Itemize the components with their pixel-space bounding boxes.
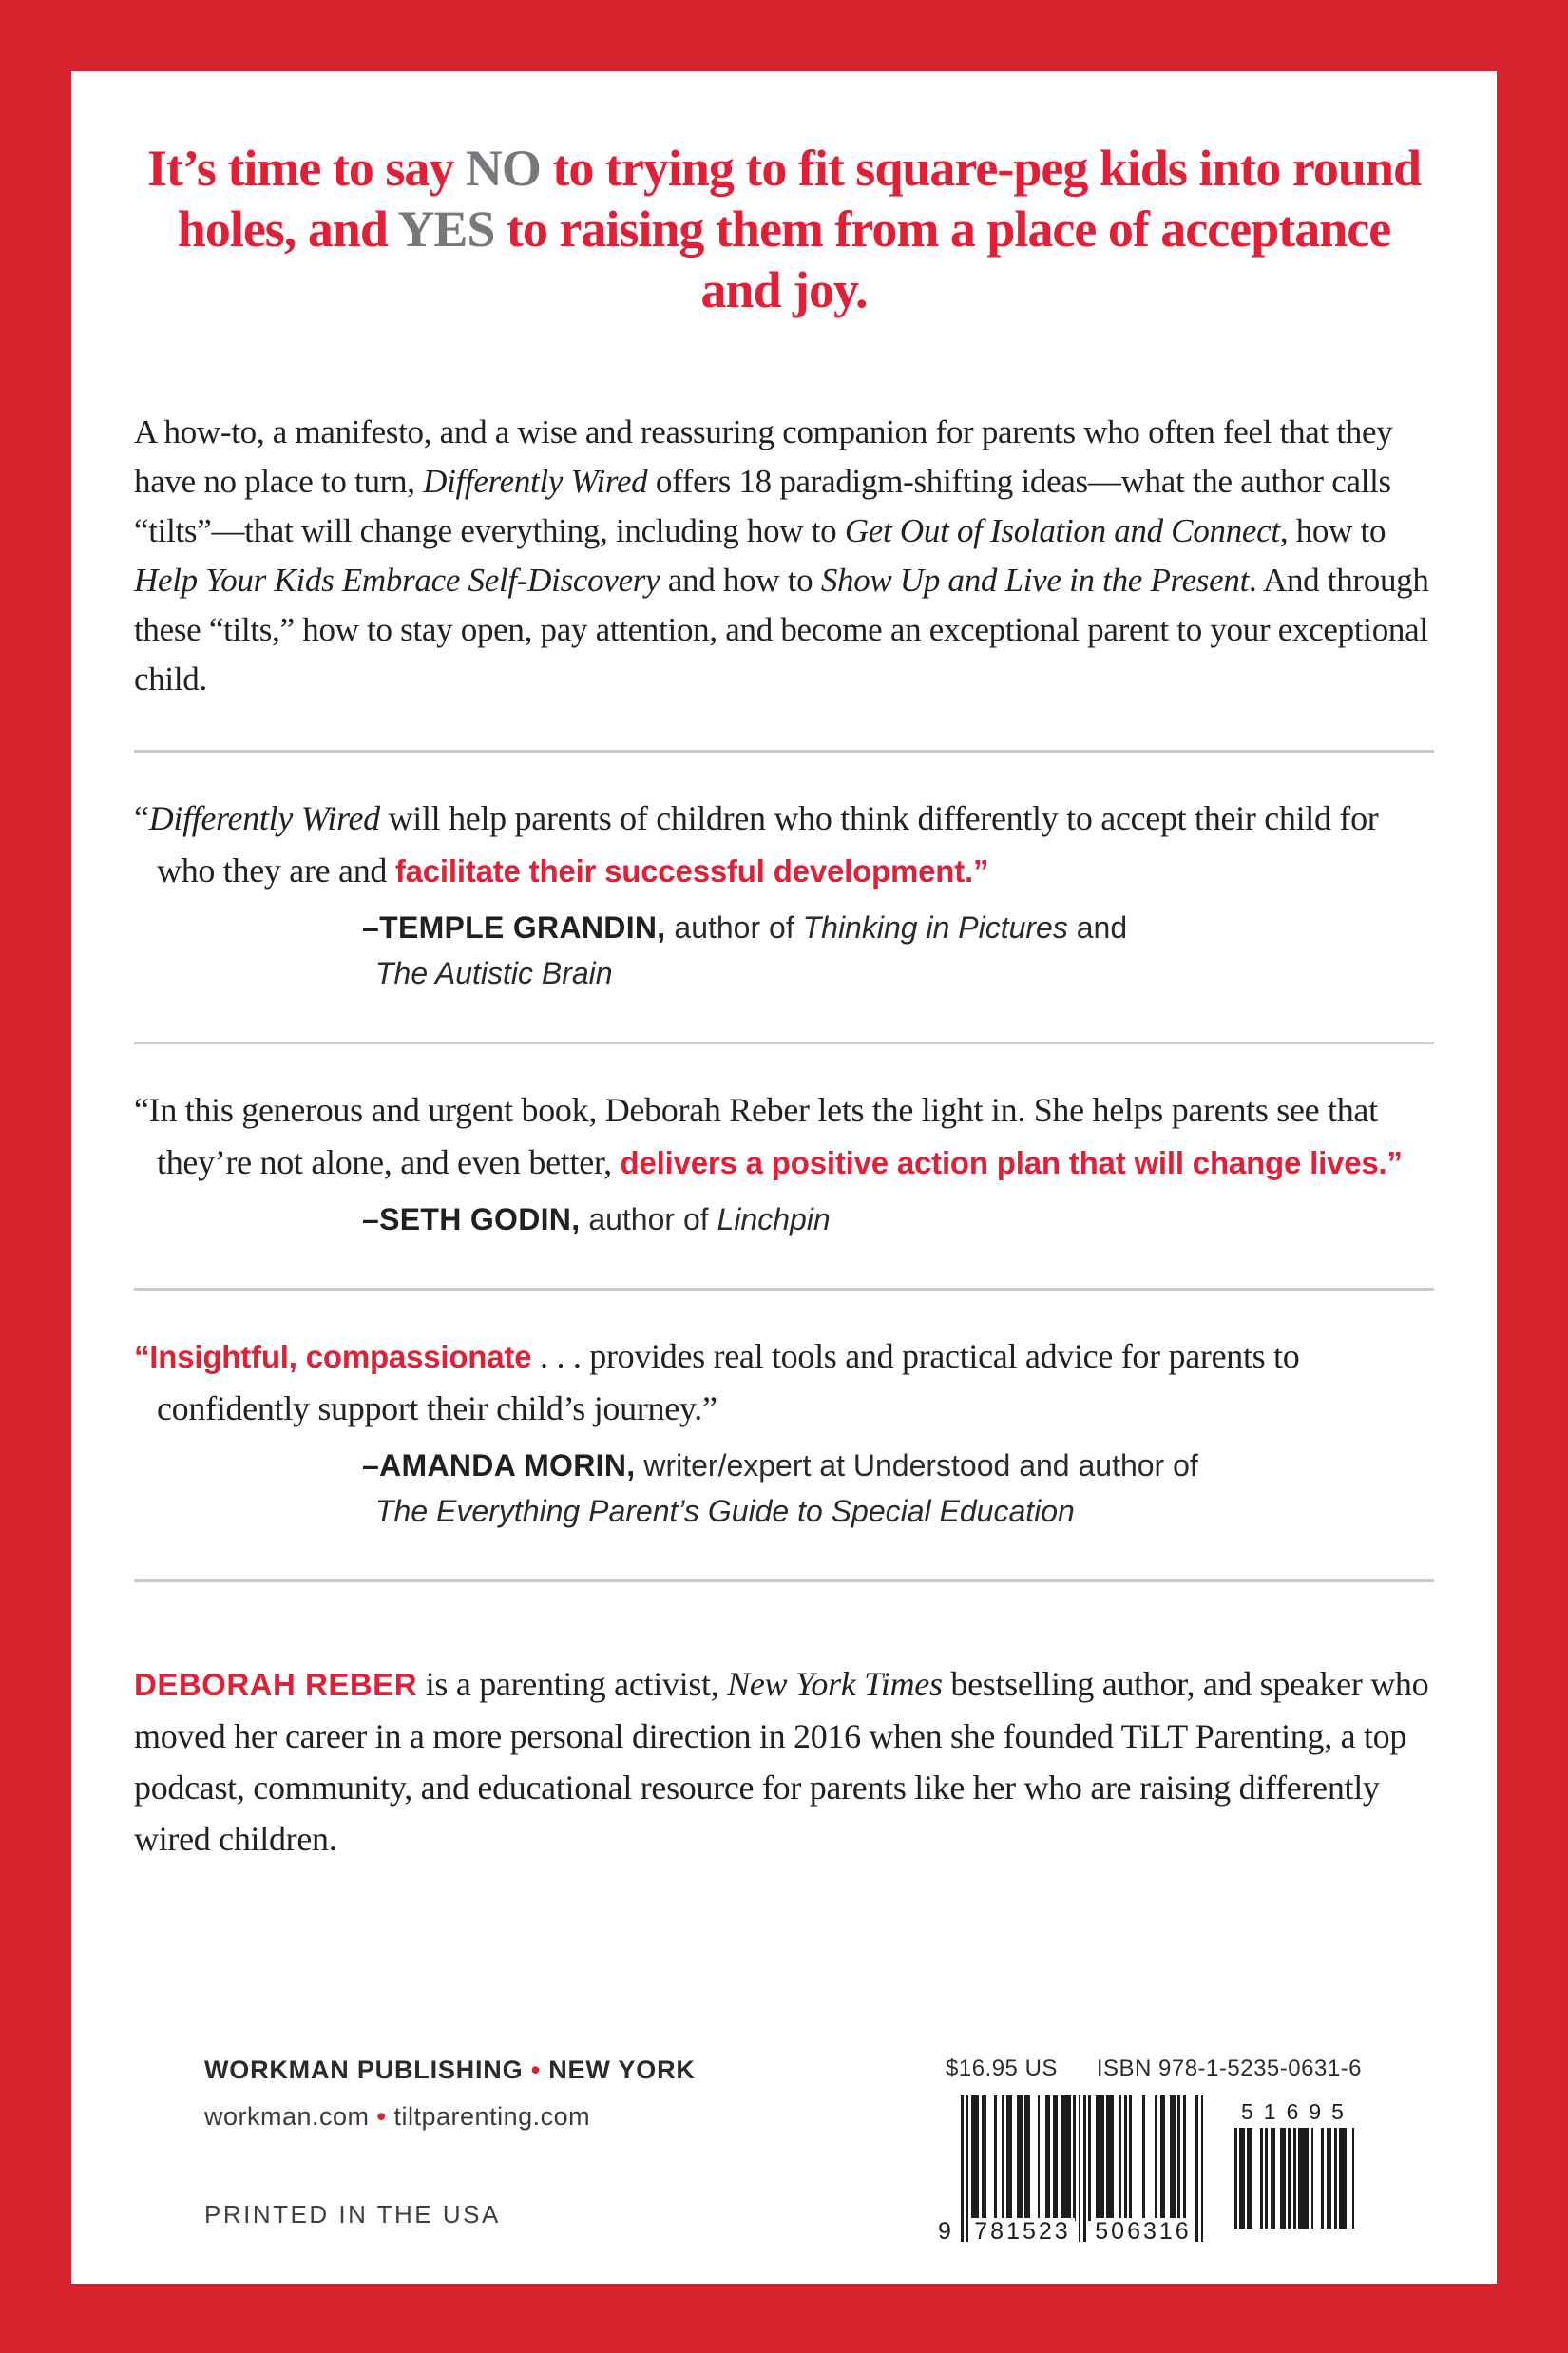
- barcode-digits-group2: 506316: [1091, 2218, 1195, 2246]
- publisher-block: [204, 2056, 736, 2229]
- back-cover-page: [71, 71, 1497, 2284]
- quote-text: “Differently Wired will help parents of children who think differently to accept their child for who they are and facilitate their successful development.”: [134, 799, 1379, 890]
- barcodes-row: [938, 2095, 1362, 2246]
- quote-attribution: –TEMPLE GRANDIN, author of Thinking in Pictures and The Autistic Brain: [362, 910, 1128, 990]
- intro-paragraph: A how-to, a manifesto, and a wise and reassuring companion for parents who often feel that they have no place to turn, Differently Wired offers 18 paradigm-shifting ideas—what the author calls “tilts”—that will change everything, including how to Get Out of Isolation and Connect, how to Help Your Kids Embrace Self-Discovery and how to Show Up and Live in the Present. And through these “tilts,” how to stay open, pay attention, and become an exceptional parent to your exceptional child.: [134, 413, 1429, 698]
- footer: [204, 2056, 1362, 2246]
- headline: It’s time to say NO to trying to fit square-peg kids into round holes, and YES to raising them from a place of acceptance and joy.: [146, 140, 1422, 318]
- section-divider: [134, 1288, 1434, 1291]
- barcode-addon-bars: [1234, 2128, 1355, 2229]
- barcode-digits-group1: 781523: [970, 2218, 1075, 2246]
- quote-attribution: –AMANDA MORIN, writer/expert at Understood and author of The Everything Parent’s Guide to Special Education: [362, 1448, 1198, 1528]
- quote-attribution: –SETH GODIN, author of Linchpin: [362, 1202, 831, 1236]
- isbn-label: ISBN 978-1-5235-0631-6: [1096, 2056, 1362, 2081]
- quote-text: “Insightful, compassionate . . . provides real tools and practical advice for parents to confidently support their child’s journey.”: [134, 1337, 1300, 1427]
- barcode-addon: [1234, 2099, 1355, 2229]
- section-divider: [134, 1042, 1434, 1044]
- printed-in-usa-label: PRINTED IN THE USA: [204, 2200, 501, 2229]
- quote-block-amanda-morin: [134, 1330, 1434, 1534]
- quote-text: “In this generous and urgent book, Deborah Reber lets the light in. She helps parents see that they’re not alone, and even better, delivers a positive action plan that will change lives.”: [134, 1091, 1403, 1181]
- publisher-line: WORKMAN PUBLISHING • NEW YORK: [204, 2056, 696, 2084]
- section-divider: [134, 1579, 1434, 1582]
- quote-block-temple-grandin: [134, 793, 1434, 996]
- author-bio: DEBORAH REBER is a parenting activist, New York Times bestselling author, and speaker who moved her career in a more personal direction in 2016 when she founded TiLT Parenting, a top podcast, community, and educational resource for parents like her who are raising differently wired children.: [134, 1665, 1429, 1858]
- section-divider: [134, 750, 1434, 753]
- barcode-ean: [938, 2095, 1206, 2246]
- price-label: $16.95 US: [946, 2056, 1058, 2081]
- barcode-digit-left: 9: [938, 2218, 951, 2245]
- barcode-block: [938, 2056, 1362, 2246]
- barcode-addon-digits: 51695: [1241, 2099, 1354, 2124]
- quote-block-seth-godin: [134, 1084, 1434, 1242]
- price-isbn-row: [946, 2056, 1362, 2082]
- websites-line: workman.com • tiltparenting.com: [204, 2102, 591, 2131]
